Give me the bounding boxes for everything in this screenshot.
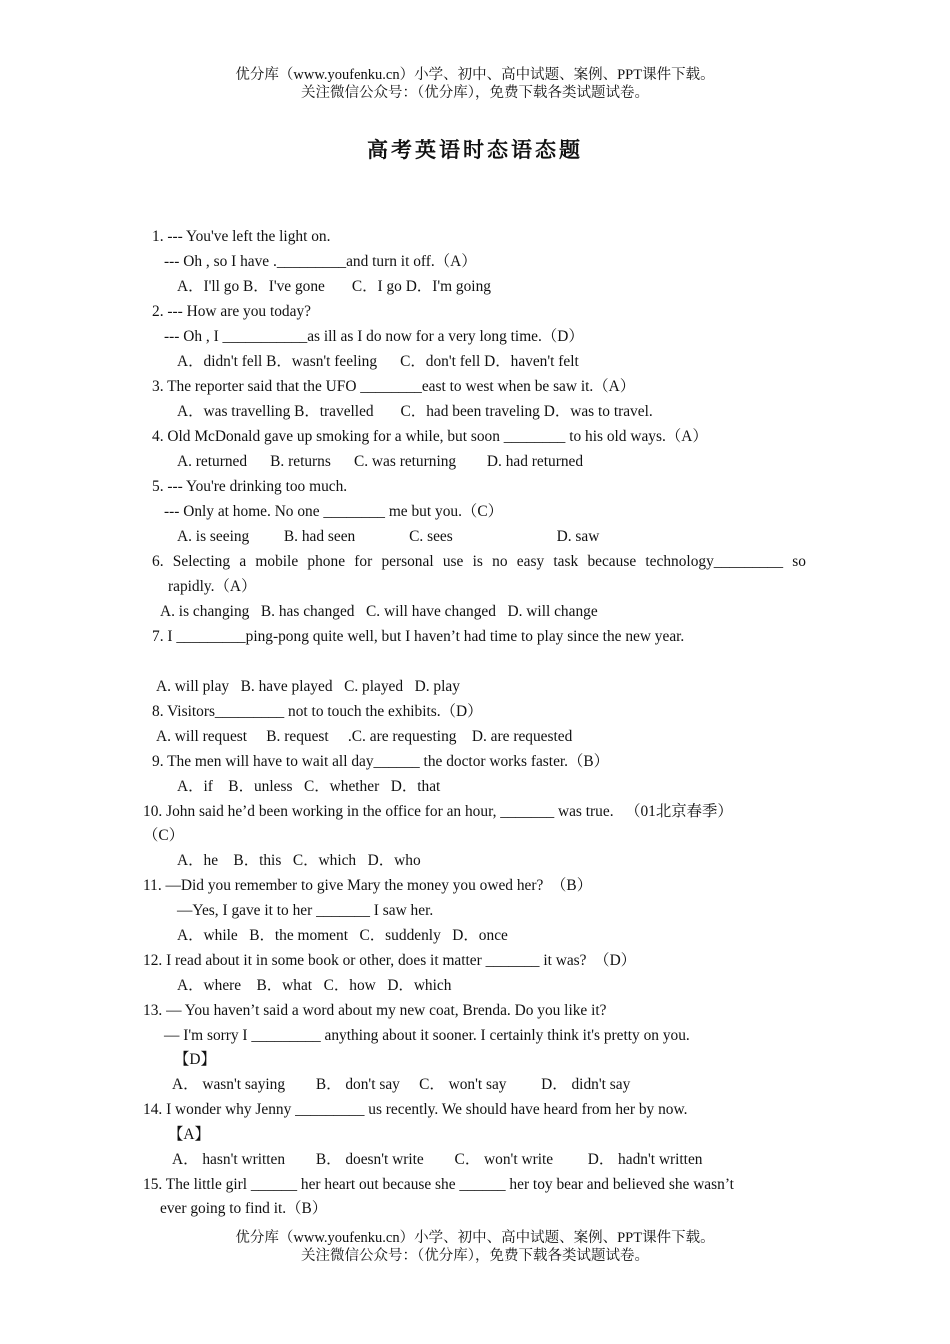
q13-stem: 13. — You haven’t said a word about my new coat, Brenda. Do you like it?: [143, 1002, 607, 1019]
q7-stem: 7. I _________ping-pong quite well, but I haven’t had time to play since the new year.: [152, 628, 685, 645]
q13-answer: 【D】: [174, 1051, 216, 1068]
q4-stem: 4. Old McDonald gave up smoking for a while, but soon ________ to his old ways.（A）: [152, 428, 708, 445]
q5-options: A. is seeing B. had seen C. sees D. saw: [177, 528, 600, 545]
q6-options: A. is changing B. has changed C. will have changed D. will change: [160, 603, 598, 620]
q4-options: A. returned B. returns C. was returning D. had returned: [177, 453, 584, 470]
q2-options: A．didn't fell B．wasn't feeling C．don't fell D．haven't felt: [177, 353, 579, 370]
q1-stem: 1. --- You've left the light on.: [152, 228, 331, 245]
q1-stem-2: --- Oh , so I have ._________and turn it off.（A）: [164, 253, 477, 270]
q10-answer: （C）: [143, 827, 185, 844]
q15-stem: 15. The little girl ______ her heart out because she ______ her toy bear and believed she wasn’t: [143, 1176, 734, 1193]
q1-options: A．I'll go B．I've gone C．I go D．I'm going: [177, 278, 491, 295]
q3-options: A．was travelling B．travelled C．had been traveling D．was to travel.: [177, 403, 653, 420]
q14-answer: 【A】: [168, 1126, 210, 1143]
q11-stem: 11. —Did you remember to give Mary the money you owed her? （B）: [143, 877, 593, 894]
q7-options: A. will play B. have played C. played D. play: [156, 678, 460, 695]
page-header: [0, 66, 950, 102]
footer-line-2: 关注微信公众号：（优分库），免费下载各类试题试卷。: [301, 1248, 649, 1264]
q6-stem: 6. Selecting a mobile phone for personal use is no easy task because technology_________ so: [152, 553, 806, 570]
q10-options: A．he B．this C．which D．who: [177, 852, 421, 869]
q8-stem: 8. Visitors_________ not to touch the exhibits.（D）: [152, 703, 483, 720]
q5-stem: 5. --- You're drinking too much.: [152, 478, 348, 495]
q9-stem: 9. The men will have to wait all day______ the doctor works faster.（B）: [152, 753, 610, 770]
q10-stem: 10. John said he’d been working in the office for an hour, _______ was true. （01北京春季）: [143, 803, 733, 820]
footer-line-1: 优分库（www.youfenku.cn）小学、初中、高中试题、案例、PPT课件下载。: [235, 1230, 715, 1246]
q2-stem-2: --- Oh , I ___________as ill as I do now for a very long time.（D）: [164, 328, 584, 345]
q9-options: A．if B．unless C．whether D．that: [177, 778, 441, 795]
q13-stem-2: — I'm sorry I _________ anything about it sooner. I certainly think it's pretty on you.: [164, 1027, 690, 1044]
page-footer: [0, 1229, 950, 1265]
q12-stem: 12. I read about it in some book or other, does it matter _______ it was? （D）: [143, 952, 637, 969]
q11-options: A．while B．the moment C．suddenly D．once: [177, 927, 508, 944]
q15-stem-2: ever going to find it.（B）: [160, 1200, 328, 1217]
document-title: 高考英语时态语态题: [367, 137, 583, 162]
q14-options: A． hasn't written B． doesn't write C． won't write D． hadn't written: [172, 1151, 703, 1168]
q14-stem: 14. I wonder why Jenny _________ us recently. We should have heard from her by now.: [143, 1101, 688, 1118]
q11-stem-2: —Yes, I gave it to her _______ I saw her.: [177, 902, 434, 919]
q8-options: A. will request B. request .C. are requesting D. are requested: [156, 728, 573, 745]
q3-stem: 3. The reporter said that the UFO ________east to west when be saw it.（A）: [152, 378, 636, 395]
q13-options: A． wasn't saying B． don't say C． won't say D． didn't say: [172, 1076, 631, 1093]
q5-stem-2: --- Only at home. No one ________ me but you.（C）: [164, 503, 503, 520]
header-line-1: 优分库（www.youfenku.cn）小学、初中、高中试题、案例、PPT课件下载。: [235, 67, 715, 83]
header-line-2: 关注微信公众号：（优分库），免费下载各类试题试卷。: [301, 85, 649, 101]
q12-options: A．where B．what C．how D．which: [177, 977, 452, 994]
q6-stem-2: rapidly.（A）: [168, 578, 257, 595]
q2-stem: 2. --- How are you today?: [152, 303, 311, 320]
